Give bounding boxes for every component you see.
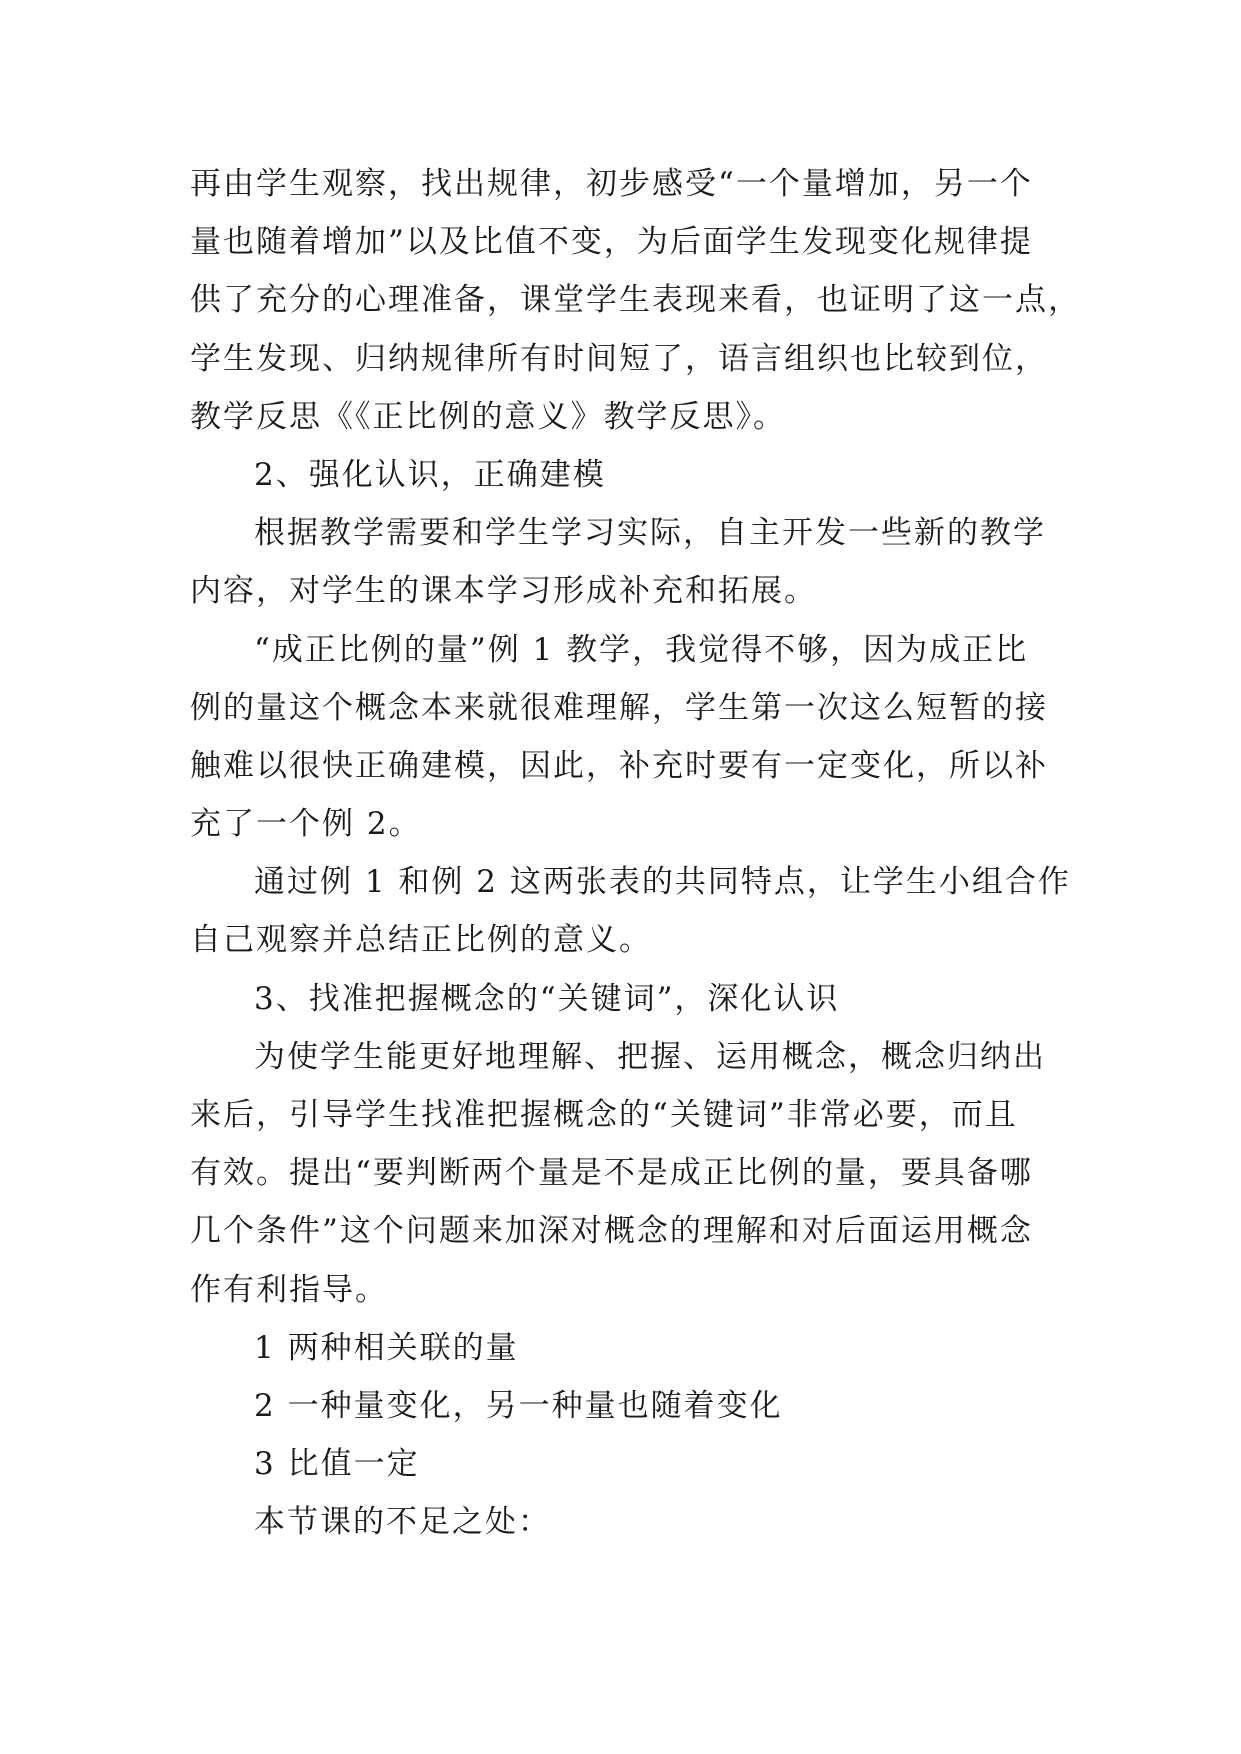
text-line: “成正比例的量”例 1 教学，我觉得不够，因为成正比 xyxy=(254,631,1029,668)
text-line: 充了一个例 2。 xyxy=(190,806,422,843)
text-line: 根据教学需要和学生学习实际，自主开发一些新的教学 xyxy=(254,515,1046,552)
section-heading: 2、强化认识，正确建模 xyxy=(254,456,606,493)
body-text xyxy=(190,155,1081,1552)
text-line: 内容，对学生的课本学习形成补充和拓展。 xyxy=(190,573,817,610)
section-heading: 3、找准把握概念的“关键词”，深化认识 xyxy=(254,980,840,1017)
list-item: 3 比值一定 xyxy=(254,1446,420,1483)
list-item: 1 两种相关联的量 xyxy=(254,1329,519,1366)
text-line: 为使学生能更好地理解、把握、运用概念，概念归纳出 xyxy=(254,1038,1046,1075)
text-line: 有效。提出“要判断两个量是不是成正比例的量，要具备哪 xyxy=(190,1155,1033,1192)
text-line: 作有利指导。 xyxy=(190,1271,388,1308)
text-line: 几个条件”这个问题来加深对概念的理解和对后面运用概念 xyxy=(190,1213,1033,1250)
list-item: 2 一种量变化，另一种量也随着变化 xyxy=(254,1387,783,1424)
text-line: 例的量这个概念本来就很难理解，学生第一次这么短暂的接 xyxy=(190,689,1048,726)
text-line: 来后，引导学生找准把握概念的“关键词”非常必要，而且 xyxy=(190,1097,1018,1133)
text-line: 教学反思《《正比例的意义》教学反思》。 xyxy=(190,398,786,435)
text-line: 触难以很快正确建模，因此，补充时要有一定变化，所以补 xyxy=(190,747,1048,784)
text-line: 再由学生观察，找出规律，初步感受“一个量增加，另一个 xyxy=(190,166,1033,202)
text-line: 供了充分的心理准备，课堂学生表现来看，也证明了这一点， xyxy=(190,282,1081,319)
text-line: 量也随着增加”以及比值不变，为后面学生发现变化规律提 xyxy=(190,224,1033,261)
text-line: 学生发现、归纳规律所有时间短了，语言组织也比较到位， xyxy=(190,340,1048,377)
text-line: 自己观察并总结正比例的意义。 xyxy=(190,922,652,959)
text-line: 通过例 1 和例 2 这两张表的共同特点，让学生小组合作 xyxy=(254,864,1071,901)
text-line: 本节课的不足之处： xyxy=(254,1504,551,1541)
